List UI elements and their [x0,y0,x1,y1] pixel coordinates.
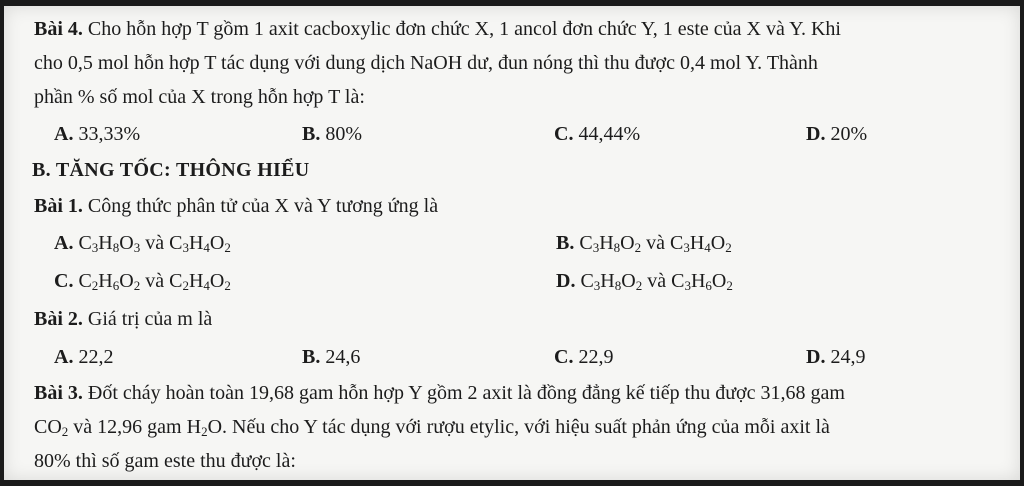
bai4-option-d: D. 20% [806,123,868,145]
bai4-option-c: C. 44,44% [554,123,641,145]
bai3-line-3: 80% thì số gam este thu được là: [34,450,296,472]
bai2-option-d: D. 24,9 [806,346,866,368]
section-title: B. TĂNG TỐC: THÔNG HIỂU [32,159,310,181]
bai1-label: Bài 1. [34,195,83,217]
bai4-line-2: cho 0,5 mol hỗn hợp T tác dụng với dung dịch NaOH dư, đun nóng thì thu được 0,4 mol Y. Thành [34,52,818,74]
bai2-label: Bài 2. [34,308,83,330]
bai3-line-1: Bài 3. Đốt cháy hoàn toàn 19,68 gam hỗn hợp Y gồm 2 axit là đồng đẳng kế tiếp thu được 31,68 gam [34,382,845,404]
bai4-line-3: phần % số mol của X trong hỗn hợp T là: [34,86,365,108]
document-page [4,6,1020,480]
bai2-option-c: C. 22,9 [554,346,614,368]
bai4-label: Bài 4. [34,18,83,40]
bai1-question: Bài 1. Công thức phân tử của X và Y tương ứng là [34,195,439,217]
bai4-option-b: B. 80% [302,123,363,145]
bai1-option-c: C. $C_2H_6O_2$ và $C_2H_4O_2$ [54,270,231,293]
bai2-option-a: A. 22,2 [54,346,114,368]
bai3-label: Bài 3. [34,382,83,404]
bai1-option-d: D. $C_3H_8O_2$ và $C_3H_6O_2$ [556,270,733,293]
bai4-option-a: A. 33,33% [54,123,141,145]
bai4-line-1: Bài 4. Cho hỗn hợp T gồm 1 axit cacboxylic đơn chức X, 1 ancol đơn chức Y, 1 este của X và Y. Khi [34,18,841,40]
bai1-option-a: A. $C_3H_8O_3$ và $C_3H_4O_2$ [54,232,231,255]
bai2-option-b: B. 24,6 [302,346,361,368]
bai2-question: Bài 2. Giá trị của m là [34,308,213,330]
bai3-line-2: $CO_2$ và 12,96 gam $H_2O$. Nếu cho Y tác dụng với rượu etylic, với hiệu suất phản ứng của mỗi axit là [34,416,830,439]
bai1-option-b: B. $C_3H_8O_2$ và $C_3H_4O_2$ [556,232,732,255]
